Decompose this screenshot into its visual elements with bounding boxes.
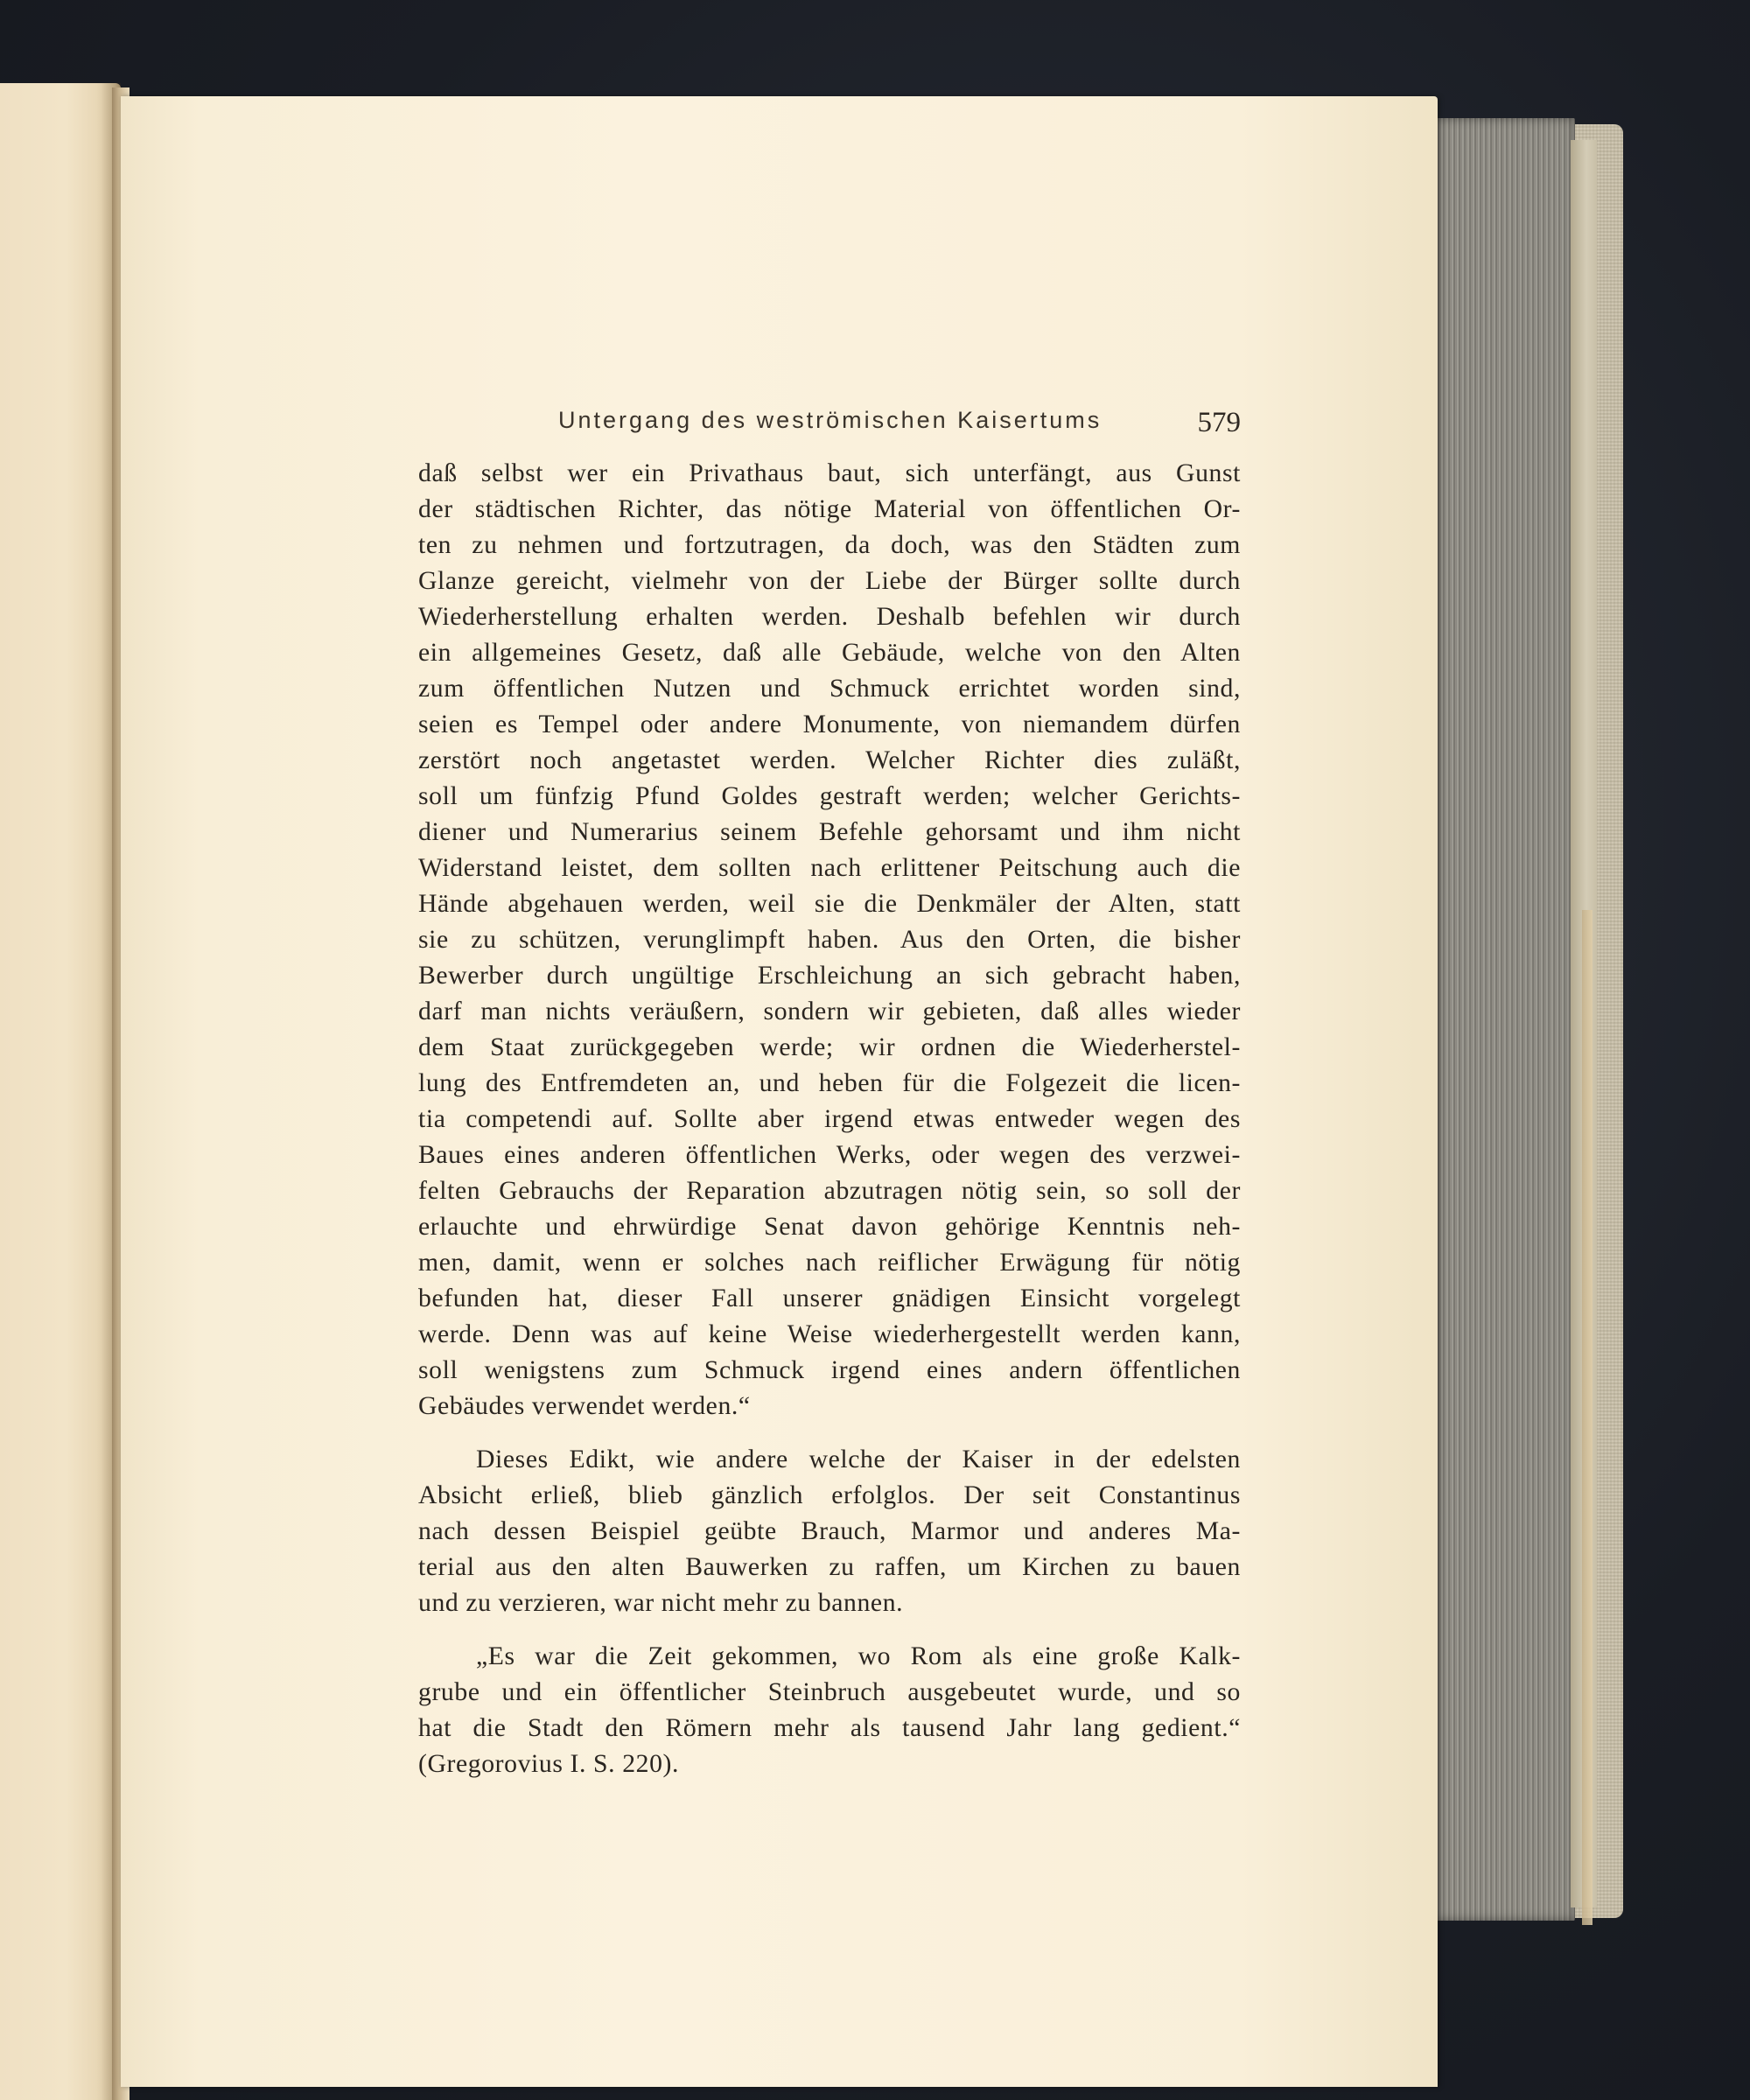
text-line: ein allgemeines Gesetz, daß alle Gebäude, welche von den Alten (418, 639, 1241, 667)
text-line: grube und ein öffentlicher Steinbruch ausgebeutet wurde, und so (418, 1678, 1241, 1706)
text-line: darf man nichts veräußern, sondern wir gebieten, daß alles wieder (418, 998, 1241, 1026)
text-line: (Gregorovius I. S. 220). (418, 1750, 680, 1778)
text-line: diener und Numerarius seinem Befehle gehorsamt und ihm nicht (418, 818, 1241, 846)
text-line: Gebäudes verwendet werden.“ (418, 1392, 751, 1420)
text-line: erlauchte und ehrwürdige Senat davon gehörige Kenntnis neh- (418, 1213, 1241, 1241)
text-line: Widerstand leistet, dem sollten nach erlittener Peitschung auch die (418, 854, 1241, 882)
text-line: Bewerber durch ungültige Erschleichung an sich gebracht haben, (418, 962, 1241, 990)
text-line: tia competendi auf. Sollte aber irgend etwas entweder wegen des (418, 1105, 1241, 1133)
page-text (418, 407, 1241, 1782)
text-line: lung des Entfremdeten an, und heben für die Folgezeit die licen- (418, 1069, 1241, 1097)
page-edge-marker (1582, 910, 1592, 1925)
text-line: hat die Stadt den Römern mehr als tausend Jahr lang gedient.“ (418, 1714, 1241, 1742)
body-text (418, 456, 1241, 1782)
text-line: soll wenigstens zum Schmuck irgend eines andern öffentlichen (418, 1356, 1241, 1384)
text-line: terial aus den alten Bauwerken zu raffen, um Kirchen zu bauen (418, 1553, 1241, 1581)
text-line: werde. Denn was auf keine Weise wiederhergestellt werden kann, (418, 1320, 1241, 1348)
text-line: befunden hat, dieser Fall unserer gnädigen Einsicht vorgelegt (418, 1284, 1241, 1312)
text-line: seien es Tempel oder andere Monumente, von niemandem dürfen (418, 710, 1241, 738)
text-line: Hände abgehauen werden, weil sie die Denkmäler der Alten, statt (418, 890, 1241, 918)
text-line: dem Staat zurückgegeben werde; wir ordnen die Wiederherstel- (418, 1033, 1241, 1061)
text-line: Dieses Edikt, wie andere welche der Kaiser in der edelsten (476, 1446, 1241, 1474)
text-line: sie zu schützen, verunglimpft haben. Aus den Orten, die bisher (418, 926, 1241, 954)
text-line: Wiederherstellung erhalten werden. Deshalb befehlen wir durch (418, 603, 1241, 631)
right-page (121, 96, 1438, 2087)
text-line: soll um fünfzig Pfund Goldes gestraft werden; welcher Gerichts- (418, 782, 1241, 810)
page-number: 579 (1197, 407, 1241, 438)
text-line: Glanze gereicht, vielmehr von der Liebe der Bürger sollte durch (418, 567, 1241, 595)
text-line: und zu verzieren, war nicht mehr zu bannen. (418, 1589, 904, 1617)
running-head (418, 407, 1241, 456)
text-line: zerstört noch angetastet werden. Welcher Richter dies zuläßt, (418, 746, 1241, 774)
text-line: Absicht erließ, blieb gänzlich erfolglos. Der seit Constantinus (418, 1481, 1241, 1509)
text-line: felten Gebrauchs der Reparation abzutragen nötig sein, so soll der (418, 1177, 1241, 1205)
text-line: zum öffentlichen Nutzen und Schmuck errichtet worden sind, (418, 675, 1241, 703)
paragraph (418, 1442, 1241, 1621)
left-page (0, 83, 121, 2100)
paragraph (418, 1639, 1241, 1782)
running-title: Untergang des weströmischen Kaisertums (558, 407, 1102, 433)
text-line: Baues eines anderen öffentlichen Werks, oder wegen des verzwei- (418, 1141, 1241, 1169)
text-line: der städtischen Richter, das nötige Material von öffentlichen Or- (418, 495, 1241, 523)
text-line: men, damit, wenn er solches nach reiflicher Erwägung für nötig (418, 1249, 1241, 1277)
text-line: nach dessen Beispiel geübte Brauch, Marmor und anderes Ma- (418, 1517, 1241, 1545)
text-line: ten zu nehmen und fortzutragen, da doch, was den Städten zum (418, 531, 1241, 559)
paragraph (418, 456, 1241, 1424)
text-line: daß selbst wer ein Privathaus baut, sich unterfängt, aus Gunst (418, 459, 1241, 487)
page-edges (1435, 118, 1575, 1921)
text-line: „Es war die Zeit gekommen, wo Rom als eine große Kalk- (476, 1642, 1241, 1670)
